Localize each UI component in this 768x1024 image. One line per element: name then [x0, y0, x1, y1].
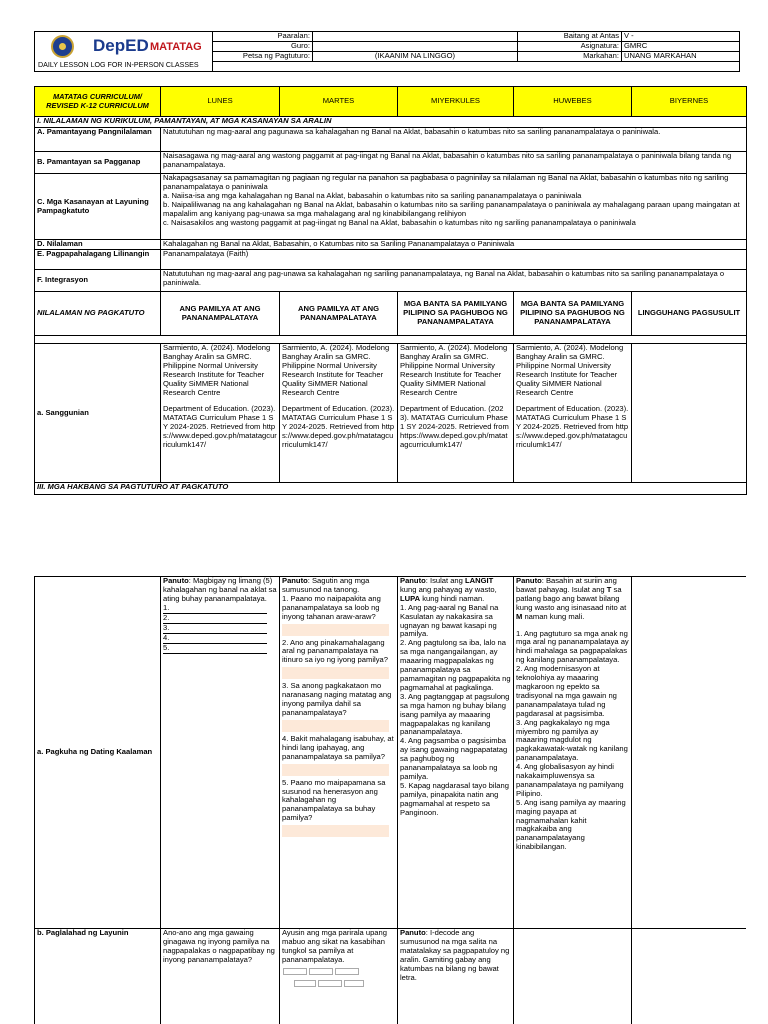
- day-header-biyernes: BIYERNES: [632, 87, 747, 117]
- statement: 3. Ang pagkakalayo ng mga miyembro ng pamilya ay maaaring magdulot ng pagkakawatak-watak ng kanilang pananampalataya.: [516, 717, 628, 763]
- row-label-pagpapahalagang-lilinangin: E. Pagpapahalagang Lilinangin: [35, 250, 161, 270]
- topic-martes: ANG PAMILYA AT ANG PANANAMPALATAYA: [280, 292, 398, 336]
- answer-line[interactable]: 5.: [163, 644, 267, 654]
- topic-miyerkules: MGA BANTA SA PAMILYANG PILIPINO SA PAGHUBOG NG PANANAMPALATAYA: [398, 292, 514, 336]
- answer-box[interactable]: [282, 825, 389, 837]
- row-label-integrasyon: F. Integrasyon: [35, 270, 161, 292]
- panuto-label: Panuto: [163, 576, 189, 585]
- answer-line[interactable]: 2.: [163, 614, 267, 624]
- statement: 3. Ang pagtanggap at pagsulong sa mga hamon ng buhay bilang isang pamilya ay maaaring magpapalakas ng kanilang pananampalataya.: [400, 691, 510, 737]
- guro-value[interactable]: [313, 42, 518, 52]
- paaralan-label: Paaralan:: [213, 32, 313, 42]
- topic-biyernes: LINGGUHANG PAGSUSULIT: [632, 292, 747, 336]
- reference-entry: Department of Education. (2023). MATATAG Curriculum Phase 1 SY 2024-2025. Retrieved from https://www.deped.gov.ph/matatagcurriculumk147/: [282, 404, 395, 450]
- deped-logo: DepED: [93, 36, 149, 55]
- day-header-huwebes: HUWEBES: [514, 87, 632, 117]
- day-header-miyerkules: MIYERKULES: [398, 87, 514, 117]
- row-label-paglalahad-ng-layunin: b. Paglalahad ng Layunin: [35, 929, 161, 1024]
- logo-subtitle: DAILY LESSON LOG FOR IN-PERSON CLASSES: [38, 61, 199, 69]
- langit-keyword: LANGIT: [465, 576, 494, 585]
- answer-box[interactable]: [282, 667, 389, 679]
- activity-biyernes: [632, 577, 747, 929]
- t-keyword: T: [606, 584, 612, 594]
- lupa-keyword: LUPA: [400, 593, 421, 603]
- pagpapahalagang-text: Pananampalataya (Faith): [161, 250, 747, 270]
- statement: 1. Ang pagtuturo sa mga anak ng mga aral ng pananampalataya ay hindi mahalaga sa pagpapalakas ng kanilang pananampalataya.: [516, 628, 629, 665]
- sanggunian-lunes: [161, 344, 280, 483]
- petsa-value[interactable]: (IKAANIM NA LINGGO): [313, 52, 518, 62]
- reference-entry: Department of Education. (2023). MATATAG Curriculum Phase 1 SY 2024-2025. Retrieved from https://www.deped.gov.ph/matatagcurriculumk147/: [400, 404, 509, 450]
- sanggunian-miyerkules: [398, 344, 514, 483]
- logo-block: [35, 32, 213, 72]
- phrase-cards-image: [282, 967, 395, 991]
- layunin-biyernes: [632, 929, 747, 1024]
- question: 1. Paano mo naipapakita ang pananampalataya sa loob ng inyong tahanan araw-araw?: [282, 593, 381, 621]
- statement: 4. Ang globalisasyon ay hindi nakakaimpluwensya sa pananampalataya ng pamilyang Pilipino.: [516, 762, 624, 798]
- layunin-martes: Ayusin ang mga parirala upang mabuo ang sikat na kasabihan tungkol sa pamilya at pananampalataya.: [280, 929, 398, 1024]
- topic-lunes: ANG PAMILYA AT ANG PANANAMPALATAYA: [161, 292, 280, 336]
- panuto-label: Panuto: [400, 576, 426, 585]
- row-label-nilalaman: D. Nilalaman: [35, 240, 161, 250]
- layunin-lunes: Ano-ano ang mga gawaing ginagawa ng inyong pamilya na nagpapalakas o nagpapatibay ng inyong pananampalataya?: [161, 929, 280, 1024]
- answer-box[interactable]: [282, 720, 389, 732]
- statement: 2. Ang pagtulong sa iba, lalo na sa mga nangangailangan, ay maaaring magpapalakas ng pananampalataya sa pamamagitan ng pagpapakita ng pagmamahal at pagkalinga.: [400, 638, 511, 692]
- kasanayan-line: c. Naisasakilos ang wastong paggamit at pag-iingat ng Banal na Aklat, babasahin o katumbas nito ng sariling pananampalataya o paniniwala: [163, 217, 636, 227]
- m-keyword: M: [516, 611, 523, 621]
- integrasyon-text: Natututuhan ng mag-aaral ang pag-unawa sa kahalagahan ng sariling pananampalataya, ng Banal na Aklat, babasahin o katumbas nito sa sariling pananampalataya o paniniwala.: [161, 270, 747, 292]
- procedure-table: [34, 576, 746, 1024]
- topic-huwebes: MGA BANTA SA PAMILYANG PILIPINO SA PAGHUBOG NG PANANAMPALATAYA: [514, 292, 632, 336]
- question: 3. Sa anong pagkakataon mo naranasang naging matatag ang inyong pamilya dahil sa pananampalataya?: [282, 681, 392, 717]
- statement: 5. Kapag nagdarasal tayo bilang pamilya, pinapakita natin ang pagmamahal at respeto sa Panginoon.: [400, 780, 509, 817]
- lunes-instruction: : Magbigay ng limang (5) kahalagahan ng banal na aklat sa ating buhay pananampalataya.: [163, 576, 277, 603]
- section1-title: I. NILALAMAN NG KURIKULUM, PAMANTAYAN, AT MGA KASANAYAN SA ARALIN: [35, 117, 747, 128]
- row-label-mga-kasanayan: C. Mga Kasanayan at Layuning Pampagkatuto: [35, 174, 161, 240]
- row-label-nilalaman-ng-pagkatuto: NILALAMAN NG PAGKATUTO: [35, 292, 161, 336]
- sanggunian-huwebes: [514, 344, 632, 483]
- answer-box[interactable]: [282, 764, 389, 776]
- activity-martes: [280, 577, 398, 929]
- day-header-lunes: LUNES: [161, 87, 280, 117]
- markahan-value[interactable]: UNANG MARKAHAN: [622, 52, 740, 62]
- answer-line[interactable]: 4.: [163, 634, 267, 644]
- row-label-sanggunian: a. Sanggunian: [35, 344, 161, 483]
- question: 4. Bakit mahalagang isabuhay, at hindi lang ipahayag, ang pananampalataya sa pamilya?: [282, 733, 394, 761]
- reference-entry: Sarmiento, A. (2024). Modelong Banghay Aralin sa GMRC. Philippine Normal University Research Institute for Teacher Quality SiMMER National Research Centre: [282, 343, 390, 397]
- question: 2. Ano ang pinakamahalagang aral ng pananampalataya na itinuro sa iyo ng iyong pamilya?: [282, 637, 388, 665]
- kasanayan-line: a. Naiisa-isa ang mga kahalagahan ng Banal na Aklat, babasahin o katumbas nito sa sariling pananampalataya o paniniwala: [163, 190, 582, 200]
- markahan-label: Markahan:: [518, 52, 622, 62]
- row-label-pamantayan-sa-pagganap: B. Pamantayan sa Pagganap: [35, 152, 161, 174]
- panuto-label: Panuto: [400, 928, 426, 937]
- kasanayan-line: b. Naipaliliwanag na ang kahalagahan ng Banal na Aklat, babasahin o katumbas nito sa sariling pananampalataya o paniniwala ay mahalagang paraan upang maingatan at mapalalim ang kaniyang pag-unawa sa mga mahalagang aral ng kinabibilangang relihiyon: [163, 199, 740, 218]
- row-label-pagkuha-ng-dating-kaalaman: a. Pagkuha ng Dating Kaalaman: [35, 577, 161, 929]
- row-label-pamantayang-pangnilalaman: A. Pamantayang Pangnilalaman: [35, 128, 161, 152]
- layunin-huwebes: [514, 929, 632, 1024]
- panuto-label: Panuto: [282, 576, 308, 585]
- day-header-martes: MARTES: [280, 87, 398, 117]
- activity-huwebes: Panuto: Basahin at suriin ang bawat pahayag. Isulat ang T sa patlang bago ang bawat bilang kung wasto ang isinasaad nito at M naman kung mali. 1. Ang pagtuturo sa mga anak ng mga aral ng pananampalataya ay hindi mahalaga sa pagpapalakas ng kanilang pananampalataya. 2. Ang modernisasyon at teknolohiya ay maaaring magkaroon ng epekto sa tradisyonal na mga gawain ng pananampalataya tulad ng pagdarasal at pagsisimba. 3. Ang pagkakalayo ng mga miyembro ng pamilya ay maaaring magdulot ng pagkakawatak-watak ng kanilang pananampalataya. 4. Ang globalisasyon ay hindi nakakaimpluwensya sa pananampalataya ng pamilyang Pilipino. 5. Ang isang pamilya ay maaring maging payapa at nagmamahalan kahit magkakaiba ang pananampalatayang kinabibilangan.: [514, 577, 632, 929]
- kasanayan-line: Nakapagsasanay sa pamamagitan ng pagiaan ng regular na panahon sa pagbabasa o pagninilay sa nilalaman ng Banal na Aklat, babasahin o katumbas nito ng sariling pananampalataya o paniniwala: [163, 173, 729, 191]
- reference-entry: Sarmiento, A. (2024). Modelong Banghay Aralin sa GMRC. Philippine Normal University Research Institute for Teacher Quality SiMMER National Research Centre: [400, 343, 508, 397]
- reference-entry: Sarmiento, A. (2024). Modelong Banghay Aralin sa GMRC. Philippine Normal University Research Institute for Teacher Quality SiMMER National Research Centre: [163, 343, 271, 397]
- answer-line[interactable]: 1.: [163, 604, 267, 614]
- panuto-label: Panuto: [516, 576, 542, 585]
- activity-lunes: [161, 577, 280, 929]
- reference-entry: Department of Education. (2023). MATATAG Curriculum Phase 1 SY 2024-2025. Retrieved from https://www.deped.gov.ph/matatagcurriculumk147/: [516, 404, 629, 450]
- pamantayan-sa-pagganap-text: Naisasagawa ng mag-aaral ang wastong paggamit at pag-iingat ng Banal na Aklat, babasahin o katumbas nito sa sariling pananampalataya o paniniwala bilang tanda ng pananampalataya.: [161, 152, 747, 174]
- sanggunian-martes: [280, 344, 398, 483]
- baitang-value[interactable]: V -: [622, 32, 740, 42]
- statement: 5. Ang isang pamilya ay maaring maging payapa at nagmamahalan kahit magkakaiba ang pananampalatayang kinabibilangan.: [516, 797, 626, 852]
- header: [34, 31, 739, 71]
- activity-miyerkules: Panuto: Isulat ang LANGIT kung ang pahayag ay wasto, LUPA kung hindi naman. 1. Ang pag-aaral ng Banal na Kasulatan ay nakakasira sa ugnayan ng bawat kasapi ng pamilya. 2. Ang pagtulong sa iba, lalo na sa mga nangangailangan, ay maaaring magpapalakas ng pananampalataya sa pamamagitan ng pagpapakita ng pagmamahal at pagkalinga. 3. Ang pagtanggap at pagsulong sa mga hamon ng buhay bilang isang pamilya ay maaaring magpapalakas ng kanilang pananampalataya. 4. Ang pagsamba o pagsisimba ay isang gawaing nagpapatatag sa paghubog ng pananampalataya sa loob ng pamilya. 5. Kapag nagdarasal tayo bilang pamilya, pinapakita natin ang pagmamahal at respeto sa Panginoon.: [398, 577, 514, 929]
- guro-label: Guro:: [213, 42, 313, 52]
- pamantayang-pangnilalaman-text: Natututuhan ng mag-aaral ang pagunawa sa kahalagahan ng Banal na Aklat, babasahin o katumbas nito sa sariling pananampalataya o paniniwala.: [161, 128, 747, 152]
- petsa-label: Petsa ng Pagtuturo:: [213, 52, 313, 62]
- mga-kasanayan-text: [161, 174, 747, 240]
- asignatura-value[interactable]: GMRC: [622, 42, 740, 52]
- deped-seal-icon: [51, 35, 74, 58]
- reference-entry: Sarmiento, A. (2024). Modelong Banghay Aralin sa GMRC. Philippine Normal University Research Institute for Teacher Quality SiMMER National Research Centre: [516, 343, 624, 397]
- martes-instruction: : Sagutin ang mga sumusunod na tanong.: [282, 576, 370, 594]
- main-table: [34, 86, 746, 495]
- statement: 1. Ang pag-aaral ng Banal na Kasulatan ay nakakasira sa ugnayan ng bawat kasapi ng pamilya.: [400, 602, 499, 639]
- sanggunian-biyernes: [632, 344, 747, 483]
- statement: 4. Ang pagsamba o pagsisimba ay isang gawaing nagpapatatag sa paghubog ng pananampalataya sa loob ng pamilya.: [400, 736, 508, 781]
- matatag-logo: MATATAG: [150, 41, 202, 53]
- curriculum-header: MATATAG CURRICULUM/ REVISED K-12 CURRICULUM: [35, 87, 161, 117]
- question: 5. Paano mo maipapamana sa susunod na henerasyon ang kahalagahan ng pananampalataya sa buhay pamilya?: [282, 777, 386, 823]
- answer-line[interactable]: 3.: [163, 624, 267, 634]
- reference-entry: Department of Education. (2023). MATATAG Curriculum Phase 1 SY 2024-2025. Retrieved from https://www.deped.gov.ph/matatagcurriculumk147/: [163, 404, 277, 450]
- nilalaman-text: Kahalagahan ng Banal na Aklat, Babasahin, o Katumbas nito sa Sariling Pananampalataya o Paniniwala: [161, 240, 747, 250]
- asignatura-label: Asignatura:: [518, 42, 622, 52]
- statement: 2. Ang modernisasyon at teknolohiya ay maaaring magkaroon ng epekto sa tradisyonal na mga gawain ng pananampalataya tulad ng pagdarasal at pagsisimba.: [516, 664, 617, 718]
- layunin-miyerkules: Panuto: I-decode ang sumusunod na mga salita na matatalakay sa pagpapatuloy ng aralin. Gamiting gabay ang katumbas na bilang ng bawat letra.: [398, 929, 514, 1024]
- section3-title: III. MGA HAKBANG SA PAGTUTURO AT PAGKATUTO: [35, 483, 747, 495]
- answer-box[interactable]: [282, 624, 389, 636]
- paaralan-value[interactable]: [313, 32, 518, 42]
- baitang-label: Baitang at Antas: [518, 32, 622, 42]
